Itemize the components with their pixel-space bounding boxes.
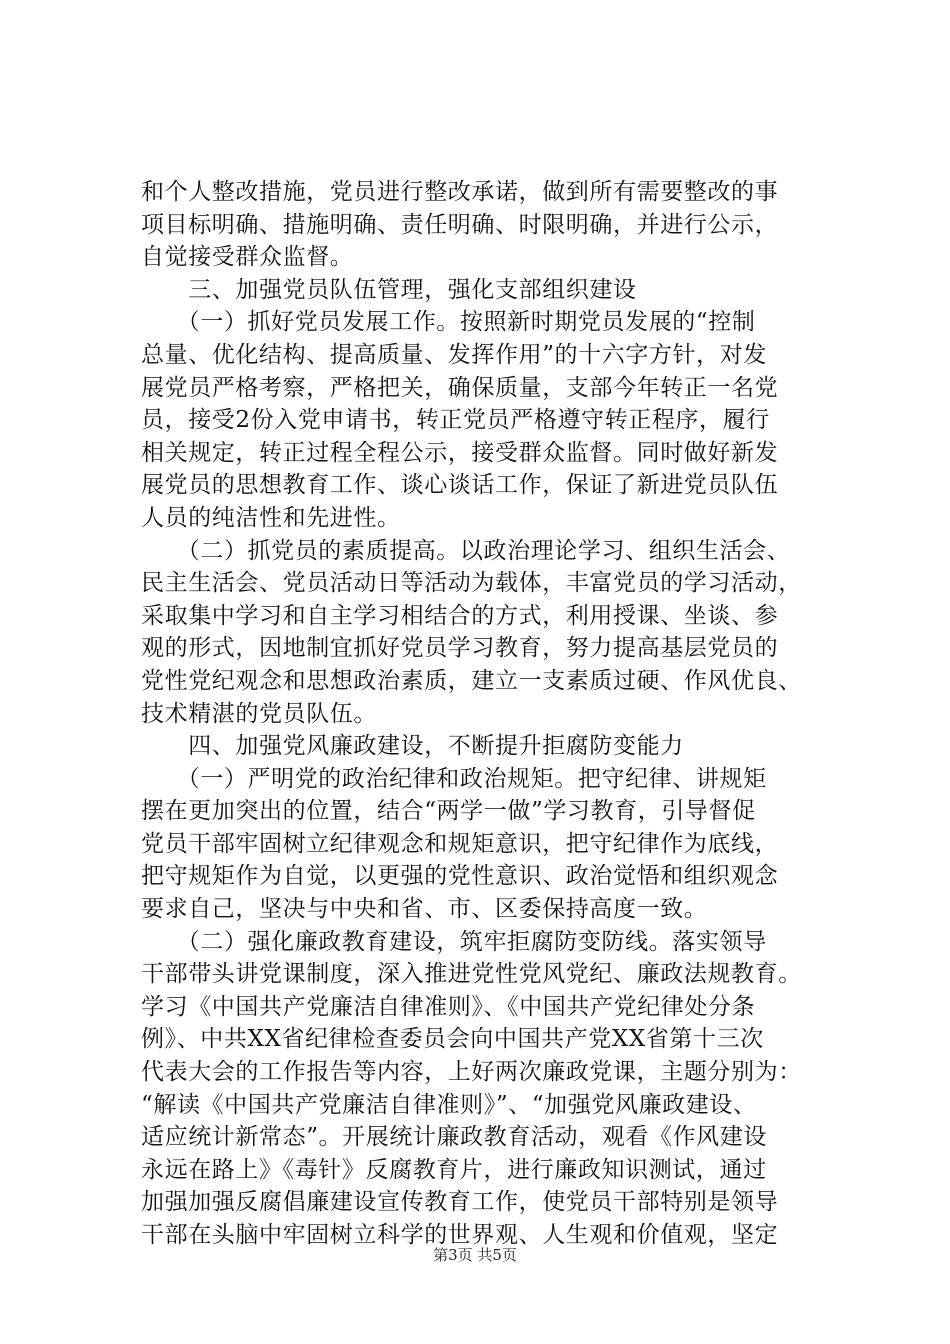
text-line: 代表大会的工作报告等内容，上好两次廉政党课，主题分别为：: [141, 1059, 802, 1086]
text-line: 党员干部牢固树立纪律观念和规矩意识，把守纪律作为底线，: [141, 830, 779, 857]
section-heading: 三、加强党员队伍管理，强化支部组织建设: [141, 276, 637, 303]
text-line: 自觉接受群众监督。: [141, 244, 354, 271]
page-number-footer: 第3页 共5页: [433, 1246, 517, 1264]
text-line: 要求自己，坚决与中央和省、市、区委保持高度一致。: [141, 896, 708, 923]
text-line: 采取集中学习和自主学习相结合的方式，利用授课、坐谈、参: [141, 602, 779, 629]
text-line: 例》、中共XX省纪律检查委员会向中国共产党XX省第十三次: [141, 1026, 764, 1053]
text-line: 把守规矩作为自觉，以更强的党性意识、政治觉悟和组织观念: [141, 863, 779, 890]
text-line: 干部在头脑中牢固树立科学的世界观、人生观和价值观，坚定: [141, 1222, 779, 1248]
text-line: 民主生活会、党员活动日等活动为载体，丰富党员的学习活动，: [141, 570, 802, 597]
text-line: 总量、优化结构、提高质量、发挥作用”的十六字方针，对发: [141, 341, 767, 368]
text-line: （一）抓好党员发展工作。按照新时期党员发展的“控制: [141, 309, 756, 336]
text-line: 人员的纯洁性和先进性。: [141, 504, 401, 531]
text-line: 展党员的思想教育工作、谈心谈话工作，保证了新进党员队伍: [141, 472, 779, 499]
text-line: 相关规定，转正过程全程公示，接受群众监督。同时做好新发: [141, 439, 779, 466]
text-line: 干部带头讲党课制度，深入推进党性党风党纪、廉政法规教育。: [141, 961, 802, 988]
text-line: 党性党纪观念和思想政治素质，建立一支素质过硬、作风优良、: [141, 667, 802, 694]
text-line: （二）强化廉政教育建设，筑牢拒腐防变防线。落实领导: [141, 928, 767, 955]
text-line: （一）严明党的政治纪律和政治规矩。把守纪律、讲规矩: [141, 765, 767, 792]
text-line: 观的形式，因地制宜抓好党员学习教育，努力提高基层党员的: [141, 635, 779, 662]
text-line: （二）抓党员的素质提高。以政治理论学习、组织生活会、: [141, 537, 791, 564]
section-heading: 四、加强党风廉政建设，不断提升拒腐防变能力: [141, 733, 684, 760]
text-line: 和个人整改措施，党员进行整改承诺，做到所有需要整改的事: [141, 179, 779, 205]
text-line: 加强加强反腐倡廉建设宣传教育工作，使党员干部特别是领导: [141, 1189, 779, 1216]
text-line: 学习《中国共产党廉洁自律准则》、《中国共产党纪律处分条: [141, 993, 756, 1020]
text-line: 技术精湛的党员队伍。: [141, 700, 377, 727]
text-line: 永远在路上》《毒针》反腐教育片，进行廉政知识测试，通过: [141, 1156, 767, 1183]
text-line: 适应统计新常态”。开展统计廉政教育活动，观看《作风建设: [141, 1124, 767, 1151]
body-text: [141, 176, 831, 1252]
text-line: “解读《中国共产党廉洁自律准则》”、“加强党风廉政建设、: [141, 1091, 757, 1118]
text-line: 员，接受2份入党申请书，转正党员严格遵守转正程序，履行: [141, 407, 770, 434]
text-line: 展党员严格考察，严格把关，确保质量，支部今年转正一名党: [141, 374, 779, 401]
text-line: 项目标明确、措施明确、责任明确、时限明确，并进行公示，: [141, 211, 779, 238]
text-line: 摆在更加突出的位置，结合“两学一做”学习教育，引导督促: [141, 798, 756, 825]
